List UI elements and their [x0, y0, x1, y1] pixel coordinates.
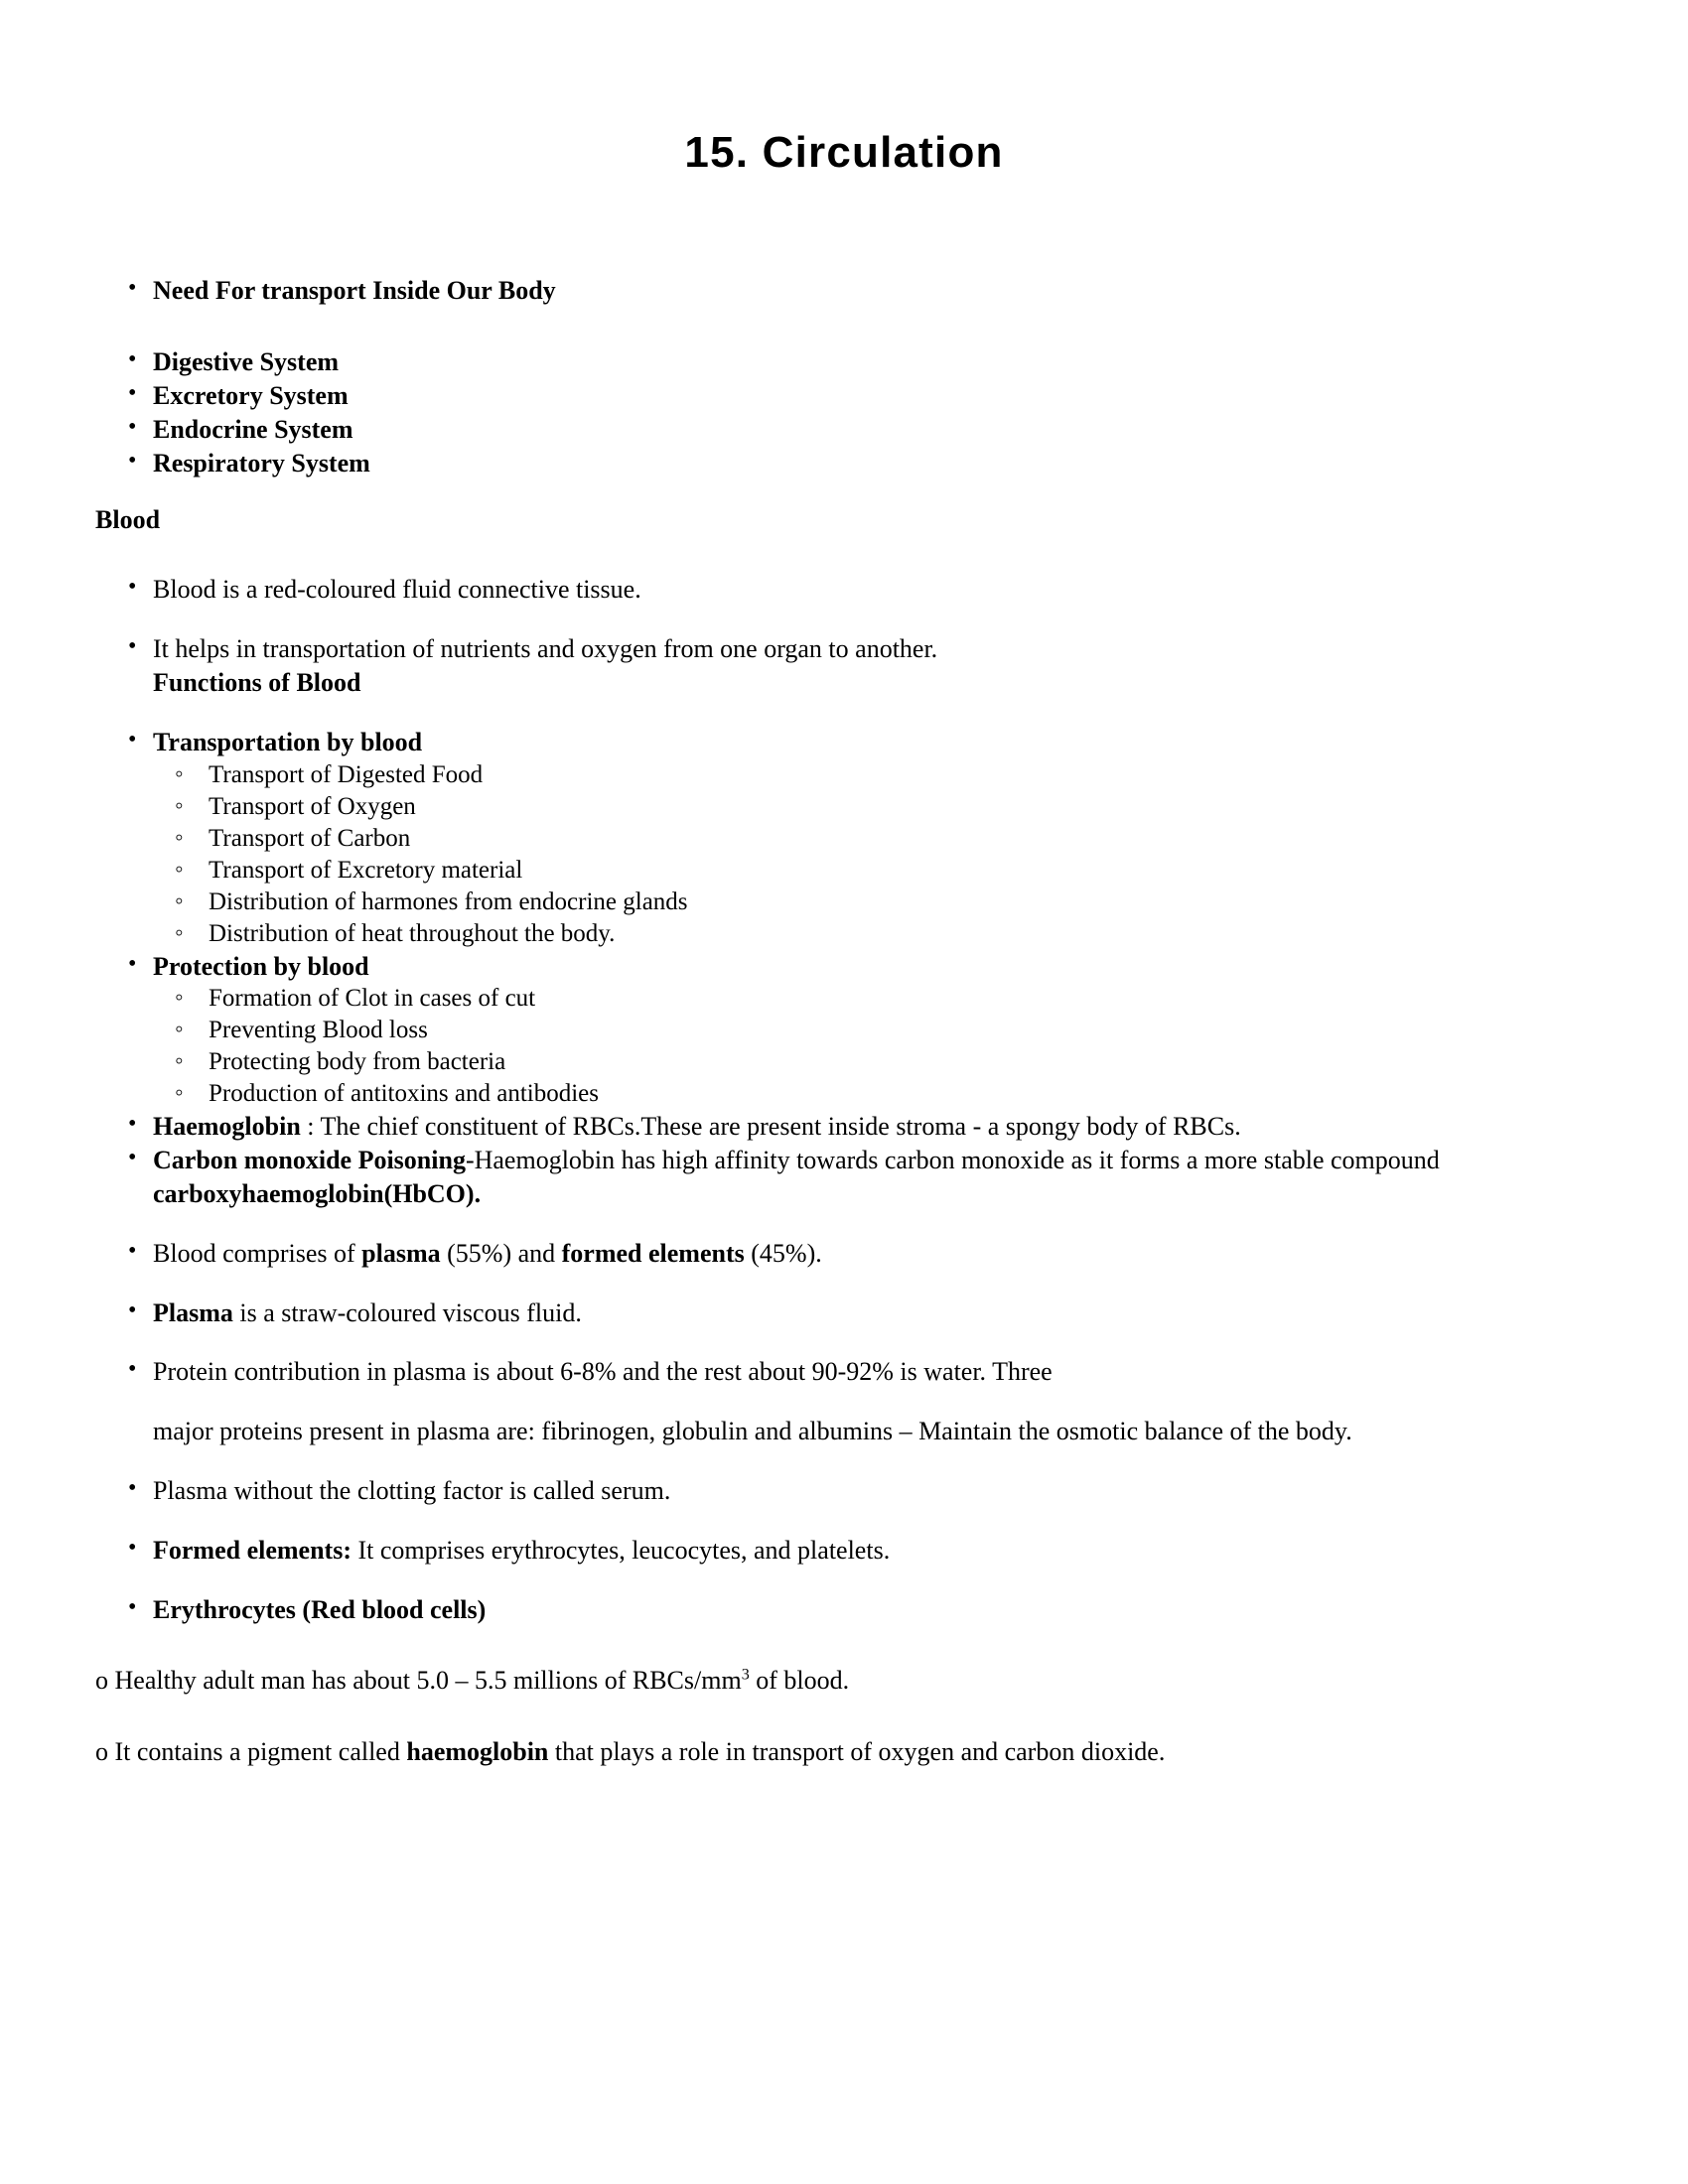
document-body — [0, 274, 1688, 1769]
spacer — [91, 308, 1597, 345]
spacer — [91, 535, 1597, 573]
rbc-count-note — [91, 1664, 1597, 1698]
list-item — [153, 791, 1597, 823]
plasma-term: plasma — [361, 1238, 441, 1268]
spacer — [91, 1211, 1597, 1237]
list-item — [153, 759, 1597, 791]
spacer — [91, 1329, 1597, 1355]
intro-lead-list — [91, 274, 1597, 308]
spacer — [91, 1389, 1597, 1415]
list-item — [153, 1015, 1597, 1046]
composition-suffix: (45%). — [744, 1238, 822, 1268]
list-item — [91, 345, 1597, 379]
protein-list — [91, 1355, 1597, 1389]
intro-lead-label: Need For transport Inside Our Body — [153, 276, 556, 306]
system-label: Respiratory System — [153, 448, 370, 478]
composition-prefix: Blood comprises of — [153, 1238, 362, 1268]
spacer — [91, 1698, 1597, 1735]
list-item — [91, 1534, 1597, 1568]
spacer — [91, 1448, 1597, 1474]
blood-transport-text: It helps in transportation of nutrients and oxygen from one organ to another. — [153, 634, 938, 664]
list-item — [153, 855, 1597, 887]
spacer — [91, 1508, 1597, 1534]
rbc-pigment-text-before: It contains a pigment called — [114, 1737, 407, 1767]
transportation-heading: Transportation by blood — [153, 727, 423, 756]
protection-item: Protecting body from bacteria — [209, 1048, 506, 1076]
list-item — [153, 887, 1597, 918]
list-item — [91, 1474, 1597, 1508]
protein-line-one: Protein contribution in plasma is about 6-8% and the rest about 90-92% is water. Three — [153, 1357, 1053, 1387]
carbon-monoxide-term: Carbon monoxide Poisoning — [153, 1146, 466, 1175]
list-item — [153, 1078, 1597, 1110]
blood-transport-list — [91, 632, 1597, 700]
protection-item: Formation of Clot in cases of cut — [209, 985, 536, 1013]
rbc-count-text-before: Healthy adult man has about 5.0 – 5.5 millions of RBCs/mm — [114, 1666, 742, 1696]
haemoglobin-term: Haemoglobin — [153, 1112, 301, 1142]
transportation-item: Transport of Carbon — [209, 824, 411, 852]
spacer — [91, 1626, 1597, 1664]
list-item — [153, 823, 1597, 855]
spacer — [91, 700, 1597, 726]
blood-definition-text: Blood is a red-coloured fluid connective tissue. — [153, 575, 641, 605]
carbon-monoxide-description: -Haemoglobin has high affinity towards carbon monoxide as it forms a more stable compound — [465, 1146, 1440, 1175]
formed-elements-term: Formed elements: — [153, 1535, 352, 1565]
spacer — [91, 479, 1597, 505]
composition-mid: (55%) and — [440, 1238, 562, 1268]
rbc-count-superscript: 3 — [741, 1666, 750, 1684]
list-item — [91, 447, 1597, 480]
list-item — [91, 632, 1597, 700]
protection-item: Preventing Blood loss — [209, 1017, 428, 1044]
list-item — [153, 1046, 1597, 1078]
system-label: Excretory System — [153, 380, 349, 410]
page-title: 15. Circulation — [684, 128, 1004, 177]
protection-heading: Protection by blood — [153, 951, 369, 981]
erythrocytes-list — [91, 1593, 1597, 1627]
haemoglobin-term: haemoglobin — [406, 1737, 549, 1767]
blood-definition-list — [91, 573, 1597, 607]
list-item — [91, 1110, 1597, 1144]
protection-item: Production of antitoxins and antibodies — [209, 1080, 600, 1108]
list-item — [91, 413, 1597, 447]
rbc-count-text-after: of blood. — [749, 1666, 850, 1696]
transportation-item: Distribution of harmones from endocrine glands — [209, 887, 688, 915]
rbc-pigment-note — [91, 1735, 1597, 1769]
transportation-sublist — [153, 759, 1597, 950]
plasma-description: is a straw-coloured viscous fluid. — [232, 1297, 582, 1327]
list-item — [91, 1355, 1597, 1389]
rbc-pigment-text-after: that plays a role in transport of oxygen and carbon dioxide. — [548, 1737, 1166, 1767]
list-item — [91, 1593, 1597, 1627]
list-item — [91, 1297, 1597, 1330]
protection-sublist — [153, 983, 1597, 1110]
list-item — [153, 983, 1597, 1015]
erythrocytes-heading: Erythrocytes (Red blood cells) — [153, 1594, 487, 1624]
o-marker: o — [95, 1666, 115, 1696]
protein-line-two: major proteins present in plasma are: fibrinogen, globulin and albumins – Maintain the osmotic balance of the body. — [153, 1417, 1352, 1446]
serum-list — [91, 1474, 1597, 1508]
formed-elements-term: formed elements — [561, 1238, 745, 1268]
system-label: Endocrine System — [153, 414, 353, 444]
protein-continuation-list — [91, 1415, 1597, 1448]
plasma-term: Plasma — [153, 1297, 233, 1327]
list-item — [91, 379, 1597, 413]
system-label: Digestive System — [153, 347, 340, 377]
composition-list — [91, 1237, 1597, 1271]
formed-elements-list — [91, 1534, 1597, 1568]
haemoglobin-description: : The chief constituent of RBCs.These are present inside stroma - a spongy body of RBCs. — [300, 1112, 1241, 1142]
spacer — [91, 1271, 1597, 1297]
spacer — [91, 607, 1597, 632]
list-item — [91, 1237, 1597, 1271]
plasma-description-list — [91, 1297, 1597, 1330]
list-item — [153, 918, 1597, 950]
list-item — [91, 1144, 1597, 1211]
transportation-item: Transport of Oxygen — [209, 792, 416, 820]
systems-list — [91, 345, 1597, 479]
functions-of-blood-subheading: Functions of Blood — [153, 667, 361, 697]
o-marker: o — [95, 1737, 115, 1767]
transportation-group — [91, 726, 1597, 1211]
list-item — [91, 726, 1597, 950]
formed-elements-description: It comprises erythrocytes, leucocytes, and platelets. — [351, 1535, 891, 1565]
spacer — [91, 1568, 1597, 1593]
transportation-item: Distribution of heat throughout the body. — [209, 919, 616, 947]
section-heading-blood: Blood — [95, 505, 161, 535]
carboxyhaemoglobin-term: carboxyhaemoglobin(HbCO). — [153, 1178, 482, 1208]
transportation-item: Transport of Digested Food — [209, 760, 484, 788]
list-item — [91, 573, 1597, 607]
list-item — [91, 274, 1597, 308]
transportation-item: Transport of Excretory material — [209, 856, 523, 884]
serum-text: Plasma without the clotting factor is called serum. — [153, 1475, 671, 1505]
list-item — [91, 950, 1597, 1111]
list-item — [91, 1415, 1597, 1448]
